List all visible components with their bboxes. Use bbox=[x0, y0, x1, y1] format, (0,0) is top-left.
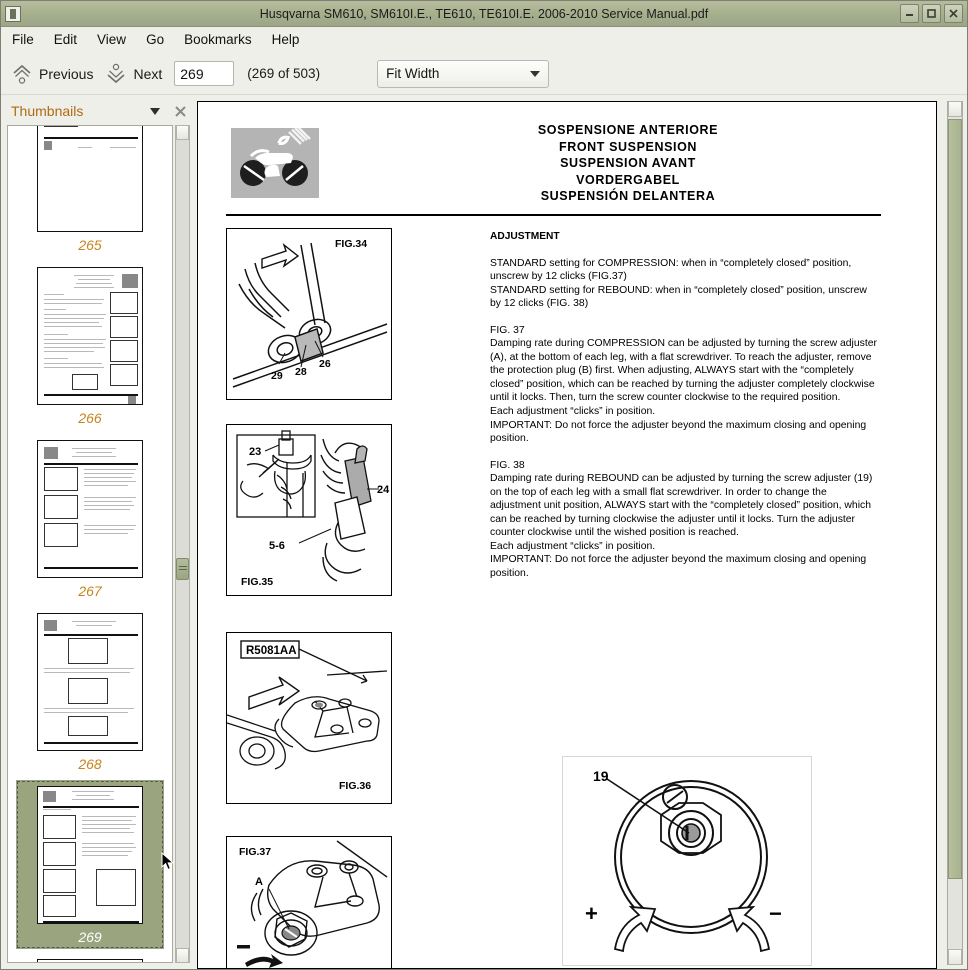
previous-page-button[interactable] bbox=[11, 62, 93, 86]
document-icon bbox=[5, 6, 21, 22]
fig37-title: FIG. 37 bbox=[490, 324, 525, 336]
section-title: ADJUSTMENT bbox=[490, 231, 560, 242]
list-item[interactable] bbox=[16, 780, 164, 949]
figure-36 bbox=[226, 632, 392, 804]
thumbnail-page-number: 269 bbox=[78, 929, 102, 945]
thumbnail-page-number: 268 bbox=[78, 756, 102, 772]
list-item[interactable] bbox=[16, 607, 164, 776]
menu-bar bbox=[1, 27, 967, 53]
previous-label: Previous bbox=[39, 65, 94, 82]
pdf-page[interactable] bbox=[197, 101, 937, 969]
mouse-cursor bbox=[161, 852, 175, 872]
chevron-down-icon bbox=[105, 62, 127, 86]
menu-item-go[interactable]: Go bbox=[146, 32, 165, 47]
navigation-toolbar bbox=[1, 53, 967, 95]
next-label: Next bbox=[133, 65, 163, 82]
figure-35 bbox=[226, 424, 392, 596]
scroll-down-icon[interactable] bbox=[176, 948, 189, 963]
heading-line-es: SUSPENSIÓN DELANTERA bbox=[540, 189, 716, 203]
document-body bbox=[490, 230, 880, 581]
svg-text:5-6: 5-6 bbox=[269, 540, 285, 552]
page-number-input[interactable] bbox=[174, 61, 234, 86]
chevron-down-icon[interactable] bbox=[150, 108, 160, 115]
page-title bbox=[348, 122, 908, 205]
figure-38 bbox=[562, 756, 812, 966]
paragraph-rebound: STANDARD setting for REBOUND: when in “completely closed” position, unscrew by 12 clicks (FIG. 38) bbox=[490, 284, 867, 310]
svg-text:FIG.36: FIG.36 bbox=[339, 780, 372, 792]
svg-text:FIG.35: FIG.35 bbox=[241, 576, 274, 588]
minimize-icon[interactable] bbox=[900, 4, 919, 23]
svg-text:+: + bbox=[585, 901, 598, 926]
window-controls bbox=[900, 4, 963, 23]
svg-text:26: 26 bbox=[319, 358, 331, 370]
sidebar-title: Thumbnails bbox=[11, 103, 84, 119]
thumbnail-preview bbox=[37, 613, 143, 751]
thumbnail-page-number: 265 bbox=[78, 237, 102, 253]
scrollbar-thumb[interactable] bbox=[948, 119, 962, 879]
chevron-down-icon bbox=[530, 71, 540, 77]
figure-34 bbox=[226, 228, 392, 400]
horizontal-rule bbox=[226, 214, 881, 216]
scrollbar-thumb[interactable] bbox=[176, 558, 189, 580]
scroll-up-icon[interactable] bbox=[948, 101, 962, 117]
thumbnail-preview bbox=[37, 786, 143, 924]
menu-item-edit[interactable]: Edit bbox=[53, 32, 78, 47]
menu-item-view[interactable]: View bbox=[97, 32, 127, 47]
menu-item-help[interactable]: Help bbox=[271, 32, 300, 47]
chevron-up-icon bbox=[11, 62, 33, 86]
motorcycle-spring-icon bbox=[231, 128, 319, 198]
svg-text:FIG.37: FIG.37 bbox=[239, 846, 272, 858]
close-icon[interactable] bbox=[174, 105, 187, 118]
fig38-body: Damping rate during REBOUND can be adjusted by turning the screw adjuster (19) on the top of each leg with a small flat screwdriver. In order to change the adjustment unit position, ALWAYS start with the “completely closed” position, which can be reached by turning clockwise the adjuster until it locks. Turn the adjuster counter clockwise until the wished position is reached. bbox=[490, 473, 873, 539]
fig38-note-clicks: Each adjustment “clicks” in position. bbox=[490, 540, 656, 552]
svg-text:23: 23 bbox=[249, 446, 262, 458]
fig37-note-clicks: Each adjustment “clicks” in position. bbox=[490, 406, 656, 418]
svg-text:24: 24 bbox=[377, 484, 390, 496]
title-bar bbox=[1, 1, 967, 27]
list-item[interactable] bbox=[16, 125, 164, 257]
figure-37 bbox=[226, 836, 392, 969]
thumbnail-list-viewport[interactable] bbox=[7, 125, 173, 963]
thumbnail-preview bbox=[37, 267, 143, 405]
list-item[interactable] bbox=[16, 261, 164, 430]
svg-text:28: 28 bbox=[295, 366, 307, 378]
paragraph-compression: STANDARD setting for COMPRESSION: when in “completely closed” position, unscrew by 12 clicks (FIG.37) bbox=[490, 257, 852, 283]
heading-line-fr: SUSPENSION AVANT bbox=[560, 156, 696, 170]
next-page-button[interactable] bbox=[105, 62, 162, 86]
thumbnails-sidebar bbox=[1, 97, 193, 969]
thumbnail-page-number: 267 bbox=[78, 583, 102, 599]
zoom-level-select[interactable] bbox=[377, 60, 549, 88]
thumbnail-list bbox=[8, 125, 172, 963]
thumbnail-preview bbox=[37, 959, 143, 963]
maximize-icon[interactable] bbox=[922, 4, 941, 23]
main-area bbox=[1, 97, 967, 969]
fig37-body: Damping rate during COMPRESSION can be adjusted by turning the screw adjuster (A), at the bottom of each leg, with a flat screwdriver. To reach the adjuster, remove the protection plug (B) first. When adjusting, ALWAYS start with the “completely closed” position, which can be reached by turning the adjuster completely clockwise until it locks. Then, turn the screw counter clockwise to the required position. bbox=[490, 338, 877, 404]
thumbnail-page-number: 266 bbox=[78, 410, 102, 426]
thumbnail-preview bbox=[37, 125, 143, 232]
heading-line-it: SOSPENSIONE ANTERIORE bbox=[537, 123, 719, 137]
svg-text:A: A bbox=[255, 876, 263, 888]
scroll-up-icon[interactable] bbox=[176, 125, 189, 140]
menu-item-bookmarks[interactable]: Bookmarks bbox=[184, 32, 252, 47]
fig37-note-important: IMPORTANT: Do not force the adjuster beyond the maximum closing and opening position. bbox=[490, 419, 867, 445]
list-item[interactable] bbox=[16, 953, 164, 963]
fig38-note-important: IMPORTANT: Do not force the adjuster beyond the maximum closing and opening position. bbox=[490, 554, 867, 580]
list-item[interactable] bbox=[16, 434, 164, 603]
zoom-level-value: Fit Width bbox=[386, 66, 440, 81]
heading-line-de: VORDERGABEL bbox=[576, 172, 680, 187]
sidebar-scrollbar[interactable] bbox=[175, 125, 190, 963]
thumbnail-preview bbox=[37, 440, 143, 578]
scroll-down-icon[interactable] bbox=[948, 949, 962, 965]
close-icon[interactable] bbox=[944, 4, 963, 23]
page-count-label: (269 of 503) bbox=[247, 66, 321, 81]
grip-icon bbox=[179, 566, 187, 572]
svg-text:FIG.34: FIG.34 bbox=[335, 238, 368, 250]
figure-36-callout: R5081AA bbox=[246, 645, 297, 657]
svg-text:−: − bbox=[769, 901, 782, 926]
document-viewer bbox=[193, 97, 967, 969]
figure-38-callout-19: 19 bbox=[593, 768, 609, 784]
svg-text:29: 29 bbox=[271, 370, 283, 382]
document-scrollbar[interactable] bbox=[947, 101, 963, 965]
sidebar-header bbox=[1, 97, 193, 125]
heading-line-en: FRONT SUSPENSION bbox=[558, 139, 698, 154]
fig38-title: FIG. 38 bbox=[490, 459, 525, 471]
menu-item-file[interactable]: File bbox=[12, 32, 34, 47]
window-title: Husqvarna SM610, SM610I.E., TE610, TE610I.E. 2006-2010 Service Manual.pdf bbox=[259, 6, 709, 21]
